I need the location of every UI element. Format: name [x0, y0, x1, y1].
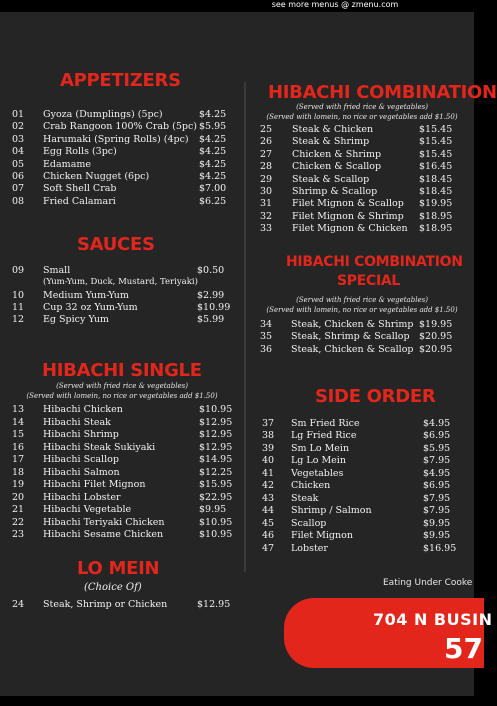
item-number: 15 [12, 429, 25, 440]
hibachi-single-lomein-note: (Served with lomein, no rice or vegetables add $1.50) [26, 392, 218, 400]
item-number: 06 [12, 171, 25, 182]
item-price: $19.95 [419, 198, 453, 210]
item-name: Hibachi Scallop [43, 454, 119, 465]
item-number: 29 [260, 173, 273, 185]
item-name: Crab Rangoon 100% Crab (5pc) [43, 121, 197, 133]
hibachi-single-note: (Served with fried rice & vegetables) [56, 382, 188, 390]
item-number: 26 [260, 136, 273, 148]
item-number: 03 [12, 133, 25, 145]
item-name: Fried Calamari [43, 195, 116, 207]
item-number: 36 [260, 343, 273, 355]
item-price: $12.95 [199, 416, 233, 428]
top-bar [0, 0, 474, 12]
item-name: Lg Fried Rice [291, 430, 357, 442]
item-number: 20 [12, 491, 25, 503]
item-number: 44 [262, 505, 275, 517]
item-price: $5.95 [199, 121, 227, 133]
item-price: $10.95 [199, 529, 233, 540]
item-number: 13 [12, 404, 25, 415]
item-name: Eg Spicy Yum [43, 314, 109, 326]
item-price: $5.95 [423, 442, 451, 454]
lo-mein-choice: (Choice Of) [84, 582, 142, 593]
item-number: 32 [260, 210, 273, 222]
item-number: 09 [12, 265, 25, 276]
item-name: Shrimp & Scallop [292, 186, 378, 197]
item-price: $9.95 [199, 504, 227, 515]
item-name: Harumaki (Spring Rolls) (4pc) [43, 133, 189, 145]
item-name: Hibachi Sesame Chicken [43, 529, 164, 540]
item-price: $9.95 [423, 530, 451, 542]
item-name: Small [43, 265, 71, 276]
item-name: Scallop [291, 517, 327, 529]
item-number: 16 [12, 441, 25, 453]
item-name: Hibachi Steak Sukiyaki [43, 441, 156, 453]
item-name: Hibachi Vegetable [43, 504, 132, 515]
column-divider [244, 82, 246, 572]
item-number: 38 [262, 430, 275, 442]
item-number: 07 [12, 183, 25, 195]
item-price: $10.95 [199, 516, 233, 528]
item-price: $15.45 [419, 148, 453, 160]
item-name: Shrimp / Salmon [291, 505, 372, 517]
appetizers-title: APPETIZERS [60, 70, 181, 91]
item-price: $10.99 [197, 302, 231, 314]
item-number: 14 [12, 416, 25, 428]
item-name: Steak, Chicken & Scallop [291, 343, 414, 355]
item-price: $10.95 [199, 404, 233, 415]
item-name: Soft Shell Crab [43, 183, 117, 195]
item-number: 22 [12, 516, 25, 528]
item-name: Gyoza (Dumplings) (5pc) [43, 109, 163, 120]
item-number: 47 [262, 542, 275, 554]
item-name: Chicken Nugget (6pc) [43, 171, 150, 182]
hibachi-combination-title: HIBACHI COMBINATION [268, 82, 497, 103]
item-number: 23 [12, 529, 25, 540]
item-name: Vegetables [291, 467, 344, 479]
combination-special-title: HIBACHI COMBINATION [286, 254, 463, 270]
item-price: $19.95 [419, 319, 453, 330]
item-number: 19 [12, 479, 25, 490]
item-name: Chicken & Scallop [292, 161, 382, 173]
item-number: 30 [260, 186, 273, 197]
item-name: Steak [291, 492, 319, 504]
item-price: $22.95 [199, 491, 233, 503]
item-name: Steak, Shrimp & Scallop [291, 331, 410, 343]
item-number: 05 [12, 158, 25, 170]
item-price: $18.95 [419, 223, 453, 235]
item-price: $4.95 [423, 467, 451, 479]
item-name: Chicken & Shrimp [292, 148, 382, 160]
item-price: $4.25 [199, 171, 227, 182]
item-number: 39 [262, 442, 275, 454]
combination-special-subtitle: SPECIAL [337, 273, 401, 289]
item-price: $6.25 [199, 195, 227, 207]
address-number: 57 [444, 632, 483, 665]
item-price: $20.95 [419, 343, 453, 355]
address-street: 704 N BUSIN [373, 610, 493, 629]
item-name: Hibachi Teriyaki Chicken [43, 516, 165, 528]
item-number: 35 [260, 331, 273, 343]
item-number: 27 [260, 148, 273, 160]
item-number: 34 [260, 319, 273, 330]
item-number: 25 [260, 124, 273, 135]
item-price: $16.45 [419, 161, 453, 173]
item-number: 42 [262, 480, 275, 492]
item-name: Lobster [291, 542, 328, 554]
item-name: Chicken [291, 480, 331, 492]
item-name: Hibachi Steak [43, 416, 111, 428]
item-name: Steak & Scallop [292, 173, 370, 185]
item-price: $2.99 [197, 290, 225, 301]
item-name: Sm Fried Rice [291, 418, 360, 429]
item-name: Hibachi Chicken [43, 404, 123, 415]
item-name: Edamame [43, 158, 91, 170]
item-number: 28 [260, 161, 273, 173]
item-price: $15.45 [419, 124, 453, 135]
item-price: $18.45 [419, 173, 453, 185]
item-price: $7.00 [199, 183, 227, 195]
item-name: Hibachi Salmon [43, 466, 120, 478]
item-name: Steak, Shrimp or Chicken [43, 599, 168, 610]
item-name: Filet Mignon & Chicken [292, 223, 408, 235]
item-price: $12.25 [199, 466, 233, 478]
bottom-bar [0, 696, 474, 706]
item-name: Egg Rolls (3pc) [43, 146, 117, 158]
sauce-options: (Yum-Yum, Duck, Mustard, Teriyaki) [43, 277, 198, 287]
item-name: Steak & Shrimp [292, 136, 370, 148]
item-number: 40 [262, 455, 275, 467]
item-name: Sm Lo Mein [291, 442, 350, 454]
item-price: $4.25 [199, 146, 227, 158]
item-price: $20.95 [419, 331, 453, 343]
item-number: 24 [12, 599, 25, 610]
item-number: 11 [12, 302, 25, 314]
item-number: 12 [12, 314, 25, 326]
item-name: Lg Lo Mein [291, 455, 346, 467]
item-price: $4.25 [199, 133, 227, 145]
item-name: Cup 32 oz Yum-Yum [43, 302, 138, 314]
hibachi-single-title: HIBACHI SINGLE [42, 360, 202, 381]
item-number: 10 [12, 290, 25, 301]
item-number: 43 [262, 492, 275, 504]
item-name: Filet Mignon & Scallop [292, 198, 404, 210]
hibachi-combination-lomein-note: (Served with lomein, no rice or vegetables add $1.50) [266, 113, 458, 121]
item-number: 04 [12, 146, 25, 158]
lo-mein-title: LO MEIN [77, 558, 160, 579]
item-name: Steak, Chicken & Shrimp [291, 319, 414, 330]
item-name: Filet Mignon [291, 530, 353, 542]
item-price: $4.95 [423, 418, 451, 429]
item-price: $7.95 [423, 505, 451, 517]
side-order-title: SIDE ORDER [315, 386, 436, 407]
item-price: $16.95 [423, 542, 457, 554]
item-number: 37 [262, 418, 275, 429]
item-number: 31 [260, 198, 273, 210]
item-price: $6.95 [423, 430, 451, 442]
eating-under-cooked-notice: Eating Under Cooke [383, 578, 473, 588]
item-number: 21 [12, 504, 25, 515]
sauces-title: SAUCES [77, 234, 155, 255]
combination-special-note: (Served with fried rice & vegetables) [296, 296, 428, 304]
item-number: 46 [262, 530, 275, 542]
item-price: $4.25 [199, 158, 227, 170]
item-price: $15.95 [199, 479, 233, 490]
combination-special-lomein-note: (Served with lomein, no rice or vegetables add $1.50) [266, 306, 458, 314]
item-number: 41 [262, 467, 275, 479]
item-price: $14.95 [199, 454, 233, 465]
item-price: $18.45 [419, 186, 453, 197]
item-name: Hibachi Shrimp [43, 429, 119, 440]
item-number: 18 [12, 466, 25, 478]
item-price: $12.95 [199, 429, 233, 440]
item-name: Medium Yum-Yum [43, 290, 129, 301]
item-price: $6.95 [423, 480, 451, 492]
item-number: 33 [260, 223, 273, 235]
item-price: $7.95 [423, 492, 451, 504]
item-number: 45 [262, 517, 275, 529]
item-name: Filet Mignon & Shrimp [292, 210, 404, 222]
item-number: 02 [12, 121, 25, 133]
item-price: $18.95 [419, 210, 453, 222]
zmenu-link[interactable]: see more menus @ zmenu.com [271, 0, 399, 9]
item-price: $0.50 [197, 265, 225, 276]
item-price: $4.25 [199, 109, 227, 120]
item-number: 17 [12, 454, 25, 465]
item-price: $5.99 [197, 314, 225, 326]
item-price: $12.95 [199, 441, 233, 453]
item-number: 01 [12, 109, 25, 120]
item-name: Steak & Chicken [292, 124, 374, 135]
hibachi-combination-note: (Served with fried rice & vegetables) [296, 103, 428, 111]
item-price: $7.95 [423, 455, 451, 467]
item-name: Hibachi Lobster [43, 491, 121, 503]
item-number: 08 [12, 195, 25, 207]
item-price: $15.45 [419, 136, 453, 148]
item-price: $12.95 [197, 599, 231, 610]
item-price: $9.95 [423, 517, 451, 529]
item-name: Hibachi Filet Mignon [43, 479, 146, 490]
